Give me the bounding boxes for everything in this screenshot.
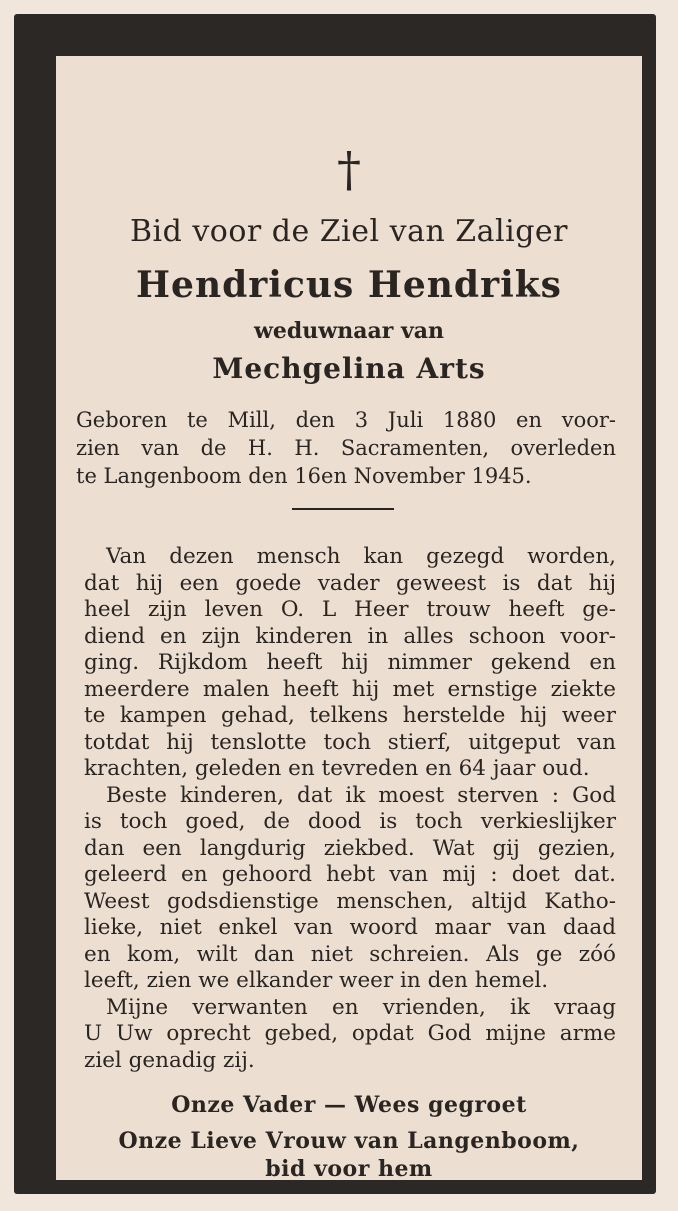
text-line: is toch goed, de dood is toch verkieslijker <box>84 809 616 834</box>
text-line: dat hij een goede vader geweest is dat hij <box>84 570 616 596</box>
divider-line <box>292 508 394 510</box>
closing-request: bid voor hem <box>265 1156 433 1182</box>
closing-prayers: Onze Vader — Wees gegroet <box>171 1092 527 1118</box>
closing-invocation: Onze Lieve Vrouw van Langenboom, <box>118 1128 580 1154</box>
bio-line: zien van de H. H. Sacramenten, overleden <box>76 436 616 460</box>
text-line: geleerd en gehoord hebt van mij : doet dat. <box>84 862 616 887</box>
text-line: meerdere malen heeft hij met ernstige ziekte <box>84 676 616 702</box>
bio-line: Geboren te Mill, den 3 Juli 1880 en voor- <box>76 408 616 432</box>
prayer-title: Bid voor de Ziel van Zaliger <box>129 214 569 249</box>
relation-label: weduwnaar van <box>253 318 445 344</box>
card-content <box>56 56 642 1180</box>
text-line: ziel genadig zij. <box>84 1047 255 1073</box>
text-line: Mijne verwanten en vrienden, ik vraag <box>106 994 616 1020</box>
text-line: diend en zijn kinderen in alles schoon voor- <box>84 623 616 649</box>
text-line: en kom, wilt dan niet schreien. Als ge zóó <box>84 941 616 967</box>
memorial-text <box>84 544 616 1074</box>
text-line: dan een langdurig ziekbed. Wat gij gezien, <box>84 835 616 861</box>
bio-line: te Langenboom den 16en November 1945. <box>76 464 532 488</box>
biography-paragraph <box>76 406 616 490</box>
text-line: lieke, niet enkel van woord maar van daad <box>84 915 616 940</box>
text-line: Beste kinderen, dat ik moest sterven : God <box>106 782 616 808</box>
text-line: Weest godsdienstige menschen, altijd Katho- <box>84 888 616 914</box>
cross-icon: † <box>337 142 361 198</box>
text-line: Van dezen mensch kan gezegd worden, <box>106 544 616 569</box>
deceased-name: Hendricus Hendriks <box>136 264 562 306</box>
spouse-name: Mechgelina Arts <box>212 352 486 385</box>
mourning-border <box>14 14 656 1194</box>
text-line: krachten, geleden en tevreden en 64 jaar oud. <box>84 756 590 781</box>
text-line: heel zijn leven O. L Heer trouw heeft ge- <box>84 597 616 622</box>
text-line: ging. Rijkdom heeft hij nimmer gekend en <box>84 650 616 675</box>
text-line: totdat hij tenslotte toch stierf, uitgeput van <box>84 729 616 755</box>
text-line: te kampen gehad, telkens herstelde hij weer <box>84 703 616 728</box>
text-line: U Uw oprecht gebed, opdat God mijne arme <box>84 1021 616 1046</box>
text-line: leeft, zien we elkander weer in den hemel. <box>84 968 549 993</box>
